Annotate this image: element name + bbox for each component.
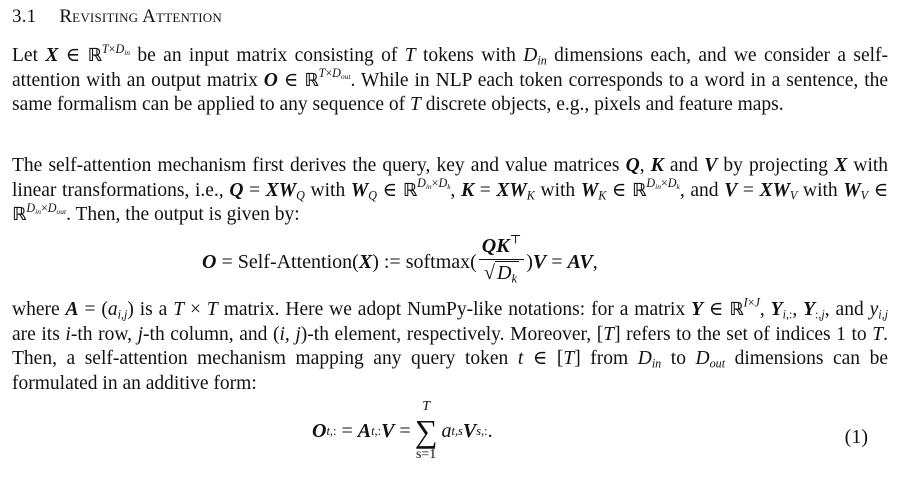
section-title: Revisiting Attention xyxy=(59,6,222,27)
p1-text-4: dimensions each, and we consider a self-attention with an output matrix xyxy=(12,45,889,91)
p3-text-5: are its xyxy=(12,323,60,345)
paragraph-2: The self-attention mechanism first derives the query, key and value matrices Q, K and V by projecting X with linear transformations, i.e., $Q = XW_Q$ with $W_Q$ ∈ ℝ$^{D_{in}\times D_k}$, $K = XW_K$ with $W_K$ ∈ ℝ$^{D_{in}\times D_k}$, and $V = XW_V$ with $W_V$ ∈ ℝ$^{D_{in}\times D_{out}}$. Then, the output is given by: xyxy=(12,155,889,225)
p1-text-6: discrete objects, e.g., pixels and feature maps. xyxy=(425,94,784,115)
paragraph-3: where $A = (a_{i,j})$ is a T × T matrix. Here we adopt NumPy-like notations: for a matrix Y ∈ ℝ$^{I\times J}$, $Y_{i,:}$, $Y_{:,j}$, and $y_{i,j}$ are its i-th row, j-th column, and (i, j)-th element, respectively. Moreover, [T] refers to the set of indices 1 to T. Then, a self-attention mechanism mapping any query token t ∈ [T] from $D_{in}$ to $D_{out}$ dimensions can be formulated in an additive form: xyxy=(12,295,889,394)
section-number: 3.1 xyxy=(12,6,37,27)
equation-number: (1) xyxy=(844,426,868,448)
p3-text-3: matrix. Here we adopt NumPy-like notations: for a matrix xyxy=(223,299,686,320)
equation-self-attention: O = Self-Attention ( X ) := softmax ( $\frac{QK^⊤}{√ D_k}$ ) V = AV , xyxy=(202,232,598,286)
summation-operator: T ∑ s=1 xyxy=(414,399,438,462)
sum-lower-limit: s=1 xyxy=(415,447,437,462)
p3-text-2: is a xyxy=(139,299,168,320)
p2-text-7: , and xyxy=(679,179,719,201)
paragraph-1: Let X ∈ ℝ$^{T\times D_{in}}$ be an input matrix consisting of T tokens with $D_{in}$ dimensions each, and we consider a self-attention with an output matrix O ∈ ℝ$^{T\times D_{out}}$. While in NLP each token corresponds to a word in a sentence, the same formalism can be applied to any sequence of T discrete objects, e.g., pixels and feature maps. xyxy=(12,41,889,115)
p3-text-13: dimensions can be formulated in an additive form: xyxy=(12,348,889,394)
p2-text-6: with xyxy=(540,179,576,201)
p2-text-5: with xyxy=(310,179,346,201)
p2-text-8: with xyxy=(802,179,838,201)
p2-text-4: with linear transformations, i.e., xyxy=(12,155,889,201)
p1-text-2: be an input matrix consisting of xyxy=(137,45,398,66)
p1-text-3: tokens with xyxy=(422,45,516,66)
p2-text-3: by projecting xyxy=(723,155,829,176)
equation-additive-form: O t,: = A t,: V = T ∑ s=1 a t,s V s,: . xyxy=(312,399,493,462)
p1-text-1: Let xyxy=(12,45,38,66)
p3-text-9: refers to the set of indices 1 to xyxy=(626,323,867,345)
p3-text-6: -th row, xyxy=(70,323,133,345)
p3-text-1: where xyxy=(12,299,60,320)
p2-text-2: and xyxy=(669,155,699,176)
p3-text-8: -th element, respectively. Moreover, xyxy=(307,323,592,345)
eq1-softmax: softmax xyxy=(405,250,471,273)
eq1-func-name: Self-Attention xyxy=(237,250,353,273)
sum-upper-limit: T xyxy=(422,399,430,414)
p3-text-12: to xyxy=(670,348,686,369)
section-heading xyxy=(12,6,222,28)
p3-text-10: . Then, a self-attention mechanism mapping any query token xyxy=(12,323,889,369)
p3-text-4: , and xyxy=(824,299,864,320)
eq1-fraction: $\frac{QK^⊤}{√ D_k}$ xyxy=(479,234,524,285)
p2-text-9: . Then, the output is given by: xyxy=(66,204,300,225)
p2-text-1: The self-attention mechanism first derives the query, key and value matrices xyxy=(12,155,620,176)
p1-text-5: . While in NLP each token corresponds to a word in a sentence, the same formalism can be applied to any sequence of xyxy=(12,69,889,115)
p3-text-11: from xyxy=(590,348,629,369)
p3-text-7: -th column, and xyxy=(143,323,268,345)
